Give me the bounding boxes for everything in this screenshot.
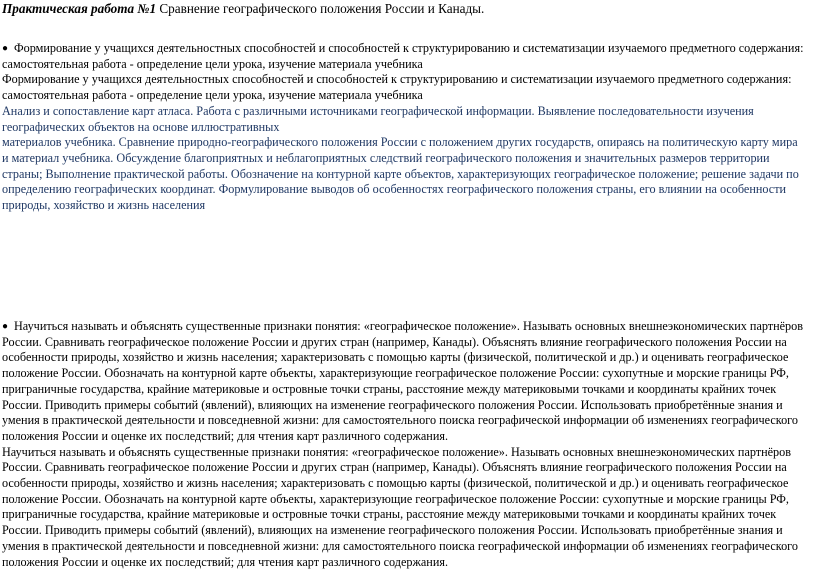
text-line: положение России. Обозначать на контурной карте объекты, характеризующие географическое положение России: сухопутные и морские границы РФ, [2, 491, 789, 506]
text-line: особенности природы, хозяйство и жизнь населения; характеризовать с помощью карты (физической, политической и др.) и оценивать географическое [2, 476, 789, 491]
text-line: умения в практической деятельности и повседневной жизни: для самостоятельного поиска географической информации об изменениях географического [2, 538, 798, 553]
bullet-icon: ● [2, 321, 9, 332]
bullet-icon: ● [2, 43, 9, 54]
text-line: и материал учебника. Обсуждение благоприятных и неблагоприятных следствий географического положения и значительных размеров территории [2, 150, 770, 165]
text-line: приграничные государства, крайние материковые и островные точки страны, расстояние между материковыми точками и координаты крайних точек [2, 507, 777, 522]
text-line: Анализ и сопоставление карт атласа. Работа с различными источниками географической информации. Выявление последовательности изучения [2, 103, 754, 118]
text-line: Формирование у учащихся деятельностных способностей и способностей к структурированию и систематизации изучаемого предметного содержания: [2, 72, 792, 87]
text-line: определению географических координат. Формулирование выводов об особенностях географического положения страны, его влиянии на особенности [2, 182, 787, 197]
text-line: особенности природы, хозяйство и жизнь населения; характеризовать с помощью карты (физической, политической и др.) и оценивать географическое [2, 350, 789, 365]
text-line: приграничные государства, крайние материковые и островные точки страны, расстояние между материковыми точками и координаты крайних точек [2, 381, 777, 396]
text-line: России. Приводить примеры событий (явлений), влияющих на изменение географического положения России. Использовать приобретённые знания и [2, 523, 783, 538]
text-line: ● Научиться называть и объяснять существенные признаки понятия: «географическое положение». Называть основных внешнеэкономических партнёров [2, 319, 803, 333]
work-title: Сравнение географического положения России и Канады. [156, 1, 485, 16]
text-line: самостоятельная работа - определение цели урока, изучение материала учебника [2, 88, 423, 103]
text-line: природы, хозяйство и жизнь населения [2, 198, 206, 213]
text-line: умения в практической деятельности и повседневной жизни: для самостоятельного поиска географической информации об изменениях географического [2, 413, 798, 428]
text-line: России. Сравнивать географическое положение России и других стран (например, Канады). Объяснять влияние географического положения России на [2, 334, 787, 349]
text-line: положения России и оценке их последствий; для чтения карт различного содержания. [2, 554, 448, 569]
text-line: географических объектов на основе иллюстративных [2, 119, 280, 134]
text-line: России. Приводить примеры событий (явлений), влияющих на изменение географического положения России. Использовать приобретённые знания и [2, 397, 783, 412]
text-line: России. Сравнивать географическое положение России и других стран (например, Канады). Объяснять влияние географического положения России на [2, 460, 787, 475]
page-title [2, 0, 802, 17]
text-line: Научиться называть и объяснять существенные признаки понятия: «географическое положение». Называть основных внешнеэкономических партнёров [2, 444, 791, 459]
text-line: страны; Выполнение практической работы. Обозначение на контурной карте объектов, характеризующих географическое положение; решение задачи по [2, 166, 799, 181]
work-number: Практическая работа №1 [2, 1, 157, 16]
text-line: положения России и оценке их последствий; для чтения карт различного содержания. [2, 428, 448, 443]
activities-block [2, 41, 812, 214]
text-line: материалов учебника. Сравнение природно-географического положения России с положением других государств, опираясь на политическую карту мира [2, 135, 798, 150]
text-line: ● Формирование у учащихся деятельностных способностей и способностей к структурированию и систематизации изучаемого предметного содержания: [2, 41, 804, 55]
text-line: самостоятельная работа - определение цели урока, изучение материала учебника [2, 56, 423, 71]
outcomes-block [2, 319, 812, 570]
text-line: положение России. Обозначать на контурной карте объекты, характеризующие географическое положение России: сухопутные и морские границы РФ, [2, 366, 789, 381]
